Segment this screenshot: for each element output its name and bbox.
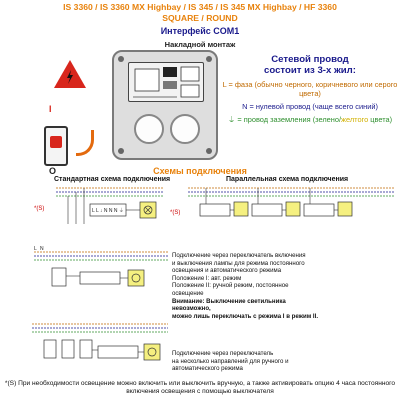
switch-position-off-icon: O: [49, 166, 57, 176]
ground-text-yellow: желтого: [341, 115, 369, 124]
desc1-line: Положение II: ручной режим, постоянное: [172, 282, 289, 290]
multi-switch-diagram: [30, 318, 170, 378]
lightning-bolt-icon: [67, 70, 73, 84]
phase-wire-text: L = фаза (обычно черного, коричневого или серого цвета): [222, 80, 398, 98]
ground-icon: ⏚: [227, 115, 238, 124]
desc2-line: автоматического режима: [172, 365, 243, 373]
desc1-line: Подключение через переключатель включения: [172, 252, 306, 259]
desc1-line: можно лишь переключать с режима I в режим II.: [172, 312, 319, 320]
sensor-device-image: [112, 50, 218, 160]
parallel-wiring-diagram: [186, 184, 396, 242]
ground-wire-text: [222, 115, 398, 124]
product-subtitle: SQUARE / ROUND: [162, 13, 238, 23]
star-s-label: *(S): [34, 206, 45, 212]
wiring-legend: [222, 54, 398, 124]
product-title: IS 3360 / IS 3360 MX Highbay / IS 345 / IS 345 MX Highbay / HF 3360: [63, 2, 337, 12]
terminal-block-label: L L ↓ N N N ⏚: [92, 208, 124, 214]
wiring-title: Сетевой провод: [271, 54, 349, 65]
adjustment-dial-left: [134, 114, 164, 144]
screw-icon: [206, 148, 212, 154]
description-block-1: [172, 252, 396, 320]
desc1-line: освещения и автоматического режима: [172, 267, 282, 275]
ground-text-a: = провод заземления (зелено/: [237, 115, 342, 124]
interface-label: Интерфейс COM1: [160, 26, 240, 36]
switch-position-on-icon: I: [49, 104, 52, 114]
screw-icon: [206, 56, 212, 62]
sensor-module: [128, 62, 204, 102]
label-l: L: [34, 246, 37, 252]
description-block-2: [172, 350, 396, 373]
desc1-line: невозможно,: [172, 305, 211, 313]
screw-icon: [118, 56, 124, 62]
wiring-subtitle: состоит из 3-х жил:: [264, 65, 356, 76]
mount-label: Накладной монтаж: [164, 40, 236, 49]
star-s-label-parallel: *(S): [170, 210, 181, 216]
screw-icon: [118, 148, 124, 154]
neutral-wire-text: N = нулевой провод (чаще всего синий): [242, 102, 378, 111]
ground-text-b: цвета): [368, 115, 393, 124]
circuit-breaker-icon: [44, 126, 68, 166]
schemes-title: Схемы подключения: [153, 166, 247, 176]
turn-off-arrow-icon: [76, 130, 94, 156]
parallel-scheme-title: Параллельная схема подключения: [226, 176, 349, 183]
standard-wiring-diagram: [54, 184, 166, 242]
desc2-line: Подключение через переключатель: [172, 350, 274, 357]
footnote: *(S) При необходимости освещение можно включить или выключить вручную, а также активировать опцию 4 часа постоянного включения освещения с помощью выключателя: [4, 380, 396, 395]
standard-scheme-title: Стандартная схема подключения: [54, 176, 171, 183]
breaker-lever-icon: [50, 136, 62, 148]
desc2-line: на несколько направлений для ручного и: [172, 357, 289, 365]
adjustment-dial-right: [170, 114, 200, 144]
desc1-line: Внимание: Выключение светильника: [172, 297, 286, 305]
desc1-line: Положение I: авт. режим: [172, 274, 242, 282]
label-n: N: [40, 246, 44, 252]
desc1-line: и выключения лампы для режима постоянного: [172, 259, 305, 267]
switch-mode-diagram: [32, 244, 170, 306]
desc1-line: освещение: [172, 289, 204, 297]
